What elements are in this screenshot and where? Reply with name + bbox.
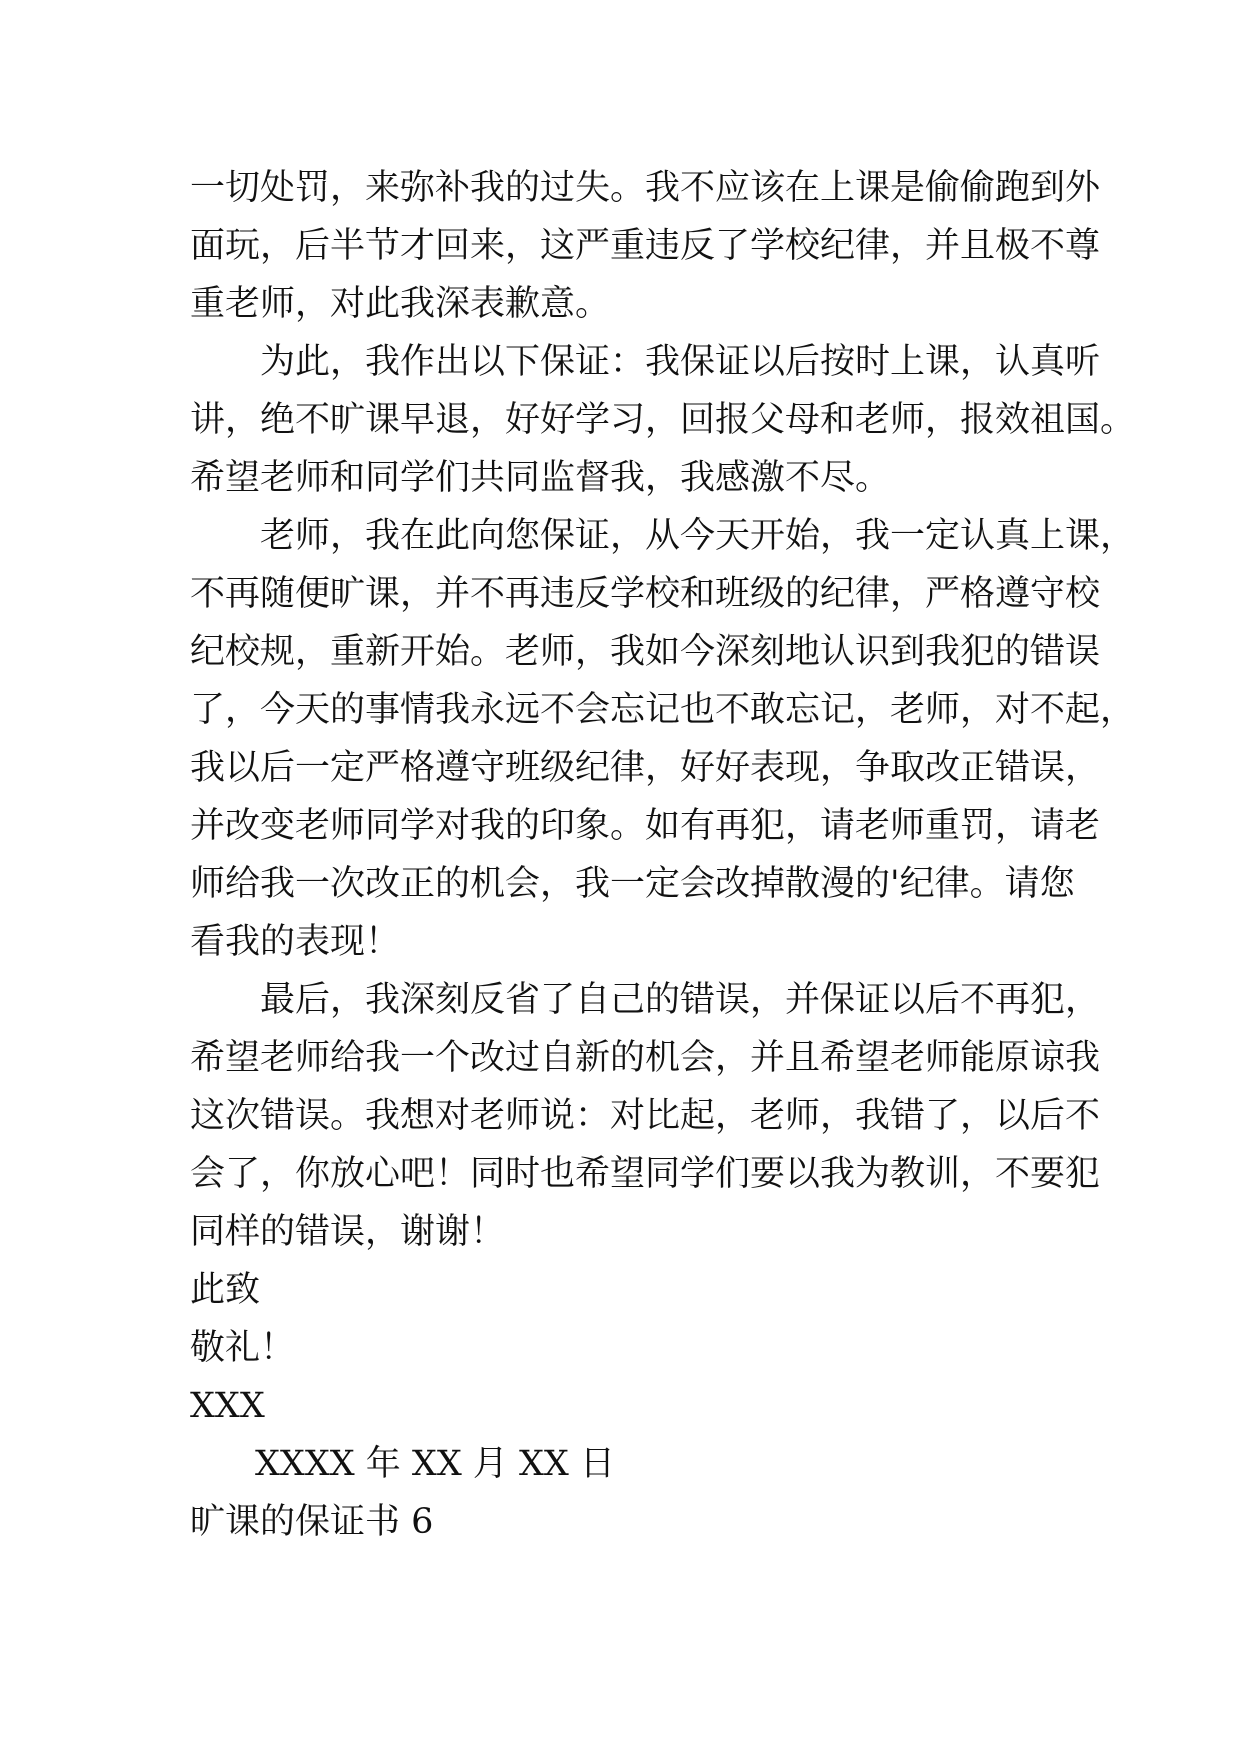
closing-regards: 敬礼！ xyxy=(190,1328,296,1368)
paragraph-line: 了，今天的事情我永远不会忘记也不敢忘记，老师，对不起， xyxy=(190,690,1136,730)
date-line: XXXX 年 XX 月 XX 日 xyxy=(255,1444,615,1484)
paragraph-line: 这次错误。我想对老师说：对比起，老师，我错了，以后不 xyxy=(190,1096,1101,1136)
paragraph-line: 并改变老师同学对我的印象。如有再犯，请老师重罚，请老 xyxy=(190,806,1101,846)
paragraph-line: 重老师，对此我深表歉意。 xyxy=(190,284,611,324)
next-section-title: 旷课的保证书 6 xyxy=(190,1502,434,1542)
paragraph-line: 看我的表现！ xyxy=(190,922,401,962)
paragraph-line: 我以后一定严格遵守班级纪律，好好表现，争取改正错误， xyxy=(190,748,1101,788)
paragraph-line: 一切处罚，来弥补我的过失。我不应该在上课是偷偷跑到外 xyxy=(190,168,1101,208)
paragraph-line: 不再随便旷课，并不再违反学校和班级的纪律，严格遵守校 xyxy=(190,574,1101,614)
paragraph-line: 希望老师给我一个改过自新的机会，并且希望老师能原谅我 xyxy=(190,1038,1101,1078)
paragraph-line: 师给我一次改正的机会，我一定会改掉散漫的'纪律。请您 xyxy=(190,864,1075,904)
closing-salutation: 此致 xyxy=(190,1270,261,1310)
paragraph-line: 希望老师和同学们共同监督我，我感激不尽。 xyxy=(190,458,891,498)
paragraph-line: 纪校规，重新开始。老师，我如今深刻地认识到我犯的错误 xyxy=(190,632,1101,672)
paragraph-line: 面玩，后半节才回来，这严重违反了学校纪律，并且极不尊 xyxy=(190,226,1101,266)
paragraph-line: 同样的错误，谢谢！ xyxy=(190,1212,506,1252)
paragraph-line: 最后，我深刻反省了自己的错误，并保证以后不再犯， xyxy=(260,980,1101,1020)
paragraph-line: 会了，你放心吧！同时也希望同学们要以我为教训，不要犯 xyxy=(190,1154,1101,1194)
paragraph-line: 为此，我作出以下保证：我保证以后按时上课，认真听 xyxy=(260,342,1101,382)
signature: XXX xyxy=(190,1386,265,1426)
paragraph-line: 讲，绝不旷课早退，好好学习，回报父母和老师，报效祖国。 xyxy=(190,400,1136,440)
paragraph-line: 老师，我在此向您保证，从今天开始，我一定认真上课， xyxy=(260,516,1136,556)
